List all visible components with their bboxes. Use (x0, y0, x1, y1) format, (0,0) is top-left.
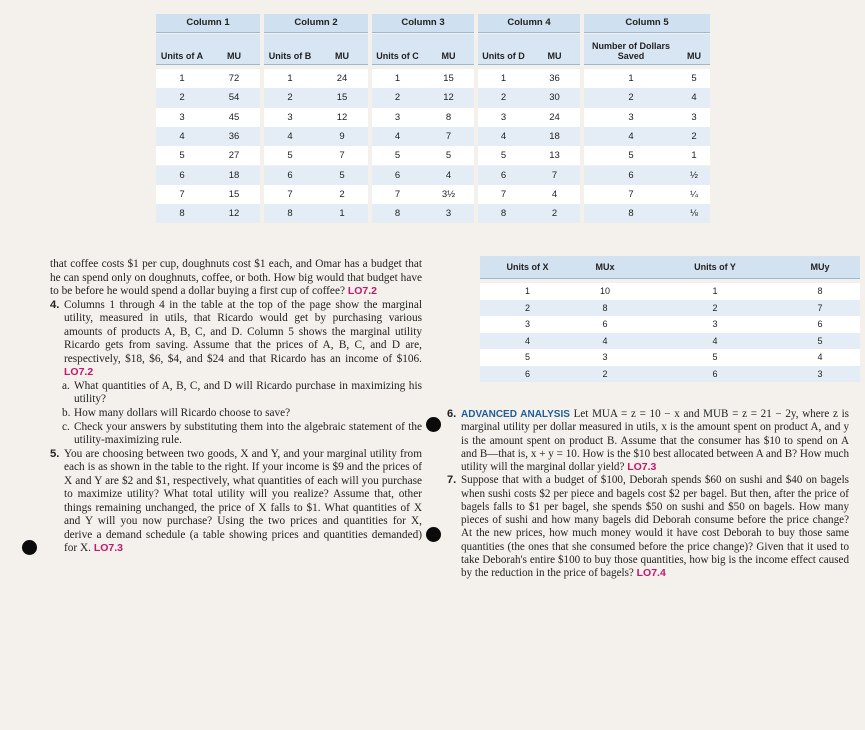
xy-table-row (480, 333, 860, 350)
xy-table-cell: 1 (712, 286, 718, 296)
subheader-label: Units of C (376, 51, 419, 61)
table-row (478, 204, 580, 223)
learning-objective: LO7.4 (636, 567, 666, 579)
question-5: 5. You are choosing between two goods, X and Y, and your marginal utility from each is as shown in the table to the right. If your income is $9 and the prices of X and Y are $2 and $1, respectively, what quantities of each will you purchase to maximize utility? What total utility will you realize? Assume that, other things remaining unchanged, the price of X falls to $1. What quantities of X and Y will you now purchase? Using the two prices and quantities for X, derive a demand schedule (a table showing prices and quantities demanded) for X. LO7.3 (50, 447, 422, 555)
xy-table-cell: 5 (524, 352, 530, 362)
table-row (264, 166, 368, 185)
column-title: Column 2 (264, 14, 368, 33)
table-row (156, 204, 260, 223)
left-column-text (50, 258, 422, 556)
table-row (372, 185, 474, 204)
table-cell: 7 (394, 188, 401, 200)
table-cell: 7 (179, 188, 185, 200)
table-cell: 4 (179, 130, 185, 142)
xy-table-row (480, 366, 860, 383)
xy-table-row (480, 316, 860, 333)
table-cell: 6 (179, 169, 185, 181)
table-cell: 3 (445, 208, 452, 220)
question-4c: c. Check your answers by substituting them into the algebraic statement of the utility-maximizing rule. (62, 420, 422, 447)
table-cell: 72 (228, 73, 240, 84)
table-row (584, 185, 710, 204)
table-cell: 5 (628, 150, 634, 162)
table-cell: 12 (443, 92, 454, 104)
learning-objective: LO7.3 (627, 461, 657, 473)
table-column-group-2 (264, 14, 368, 232)
table-row (372, 108, 474, 127)
table-cell: 2 (339, 188, 345, 200)
xy-table-cell: 3 (817, 368, 823, 379)
learning-objective: LO7.2 (64, 366, 94, 379)
table-cell: 54 (228, 92, 240, 104)
xy-utility-table (480, 256, 860, 396)
table-cell: 3 (500, 111, 507, 123)
xy-header-cell: MUx (595, 262, 615, 272)
table-cell: 2 (179, 92, 185, 104)
table-cell: 5 (287, 150, 293, 162)
table-row (584, 146, 710, 165)
table-cell: 3 (287, 111, 293, 123)
table-row (372, 146, 474, 165)
table-cell: 2 (551, 208, 558, 220)
table-row (584, 204, 710, 223)
table-row (372, 127, 474, 146)
table-row (156, 166, 260, 185)
xy-table-cell: 5 (817, 335, 823, 346)
table-cell: 7 (500, 188, 507, 200)
table-column-group-4 (478, 14, 580, 232)
table-cell: 3 (628, 111, 634, 123)
table-column-group-3 (372, 14, 474, 232)
subheader-label: Units of D (482, 51, 525, 61)
xy-table-cell: 1 (524, 286, 530, 296)
table-cell: 30 (549, 92, 560, 104)
table-row (264, 69, 368, 88)
column-title: Column 4 (478, 14, 580, 33)
xy-table-cell: 4 (817, 352, 823, 362)
table-cell: 4 (628, 130, 634, 142)
table-cell: 6 (287, 169, 293, 181)
table-cell: 5 (179, 150, 185, 162)
bullet-dot (22, 540, 37, 555)
xy-table-cell: 6 (602, 319, 608, 329)
table-cell: 3½ (441, 188, 456, 200)
table-cell: ⅛ (690, 208, 698, 220)
subheader-label: MU (335, 51, 349, 61)
table-cell: 24 (549, 111, 560, 123)
table-cell: 4 (500, 130, 507, 142)
table-row (584, 108, 710, 127)
question-6: 6. ADVANCED ANALYSIS Let MUA = z = 10 − x and MUB = z = 21 − 2y, where z is marginal utility per dollar measured in utils, x is the amount spent on product A, and y is the amount spent on product B. Assume that the consumer has $10 to spend on A and B—that is, x + y = 10. How is the $10 best allocated between A and B? How much utility will the marginal dollar yield? LO7.3 (447, 408, 849, 473)
table-cell: 15 (228, 188, 240, 200)
xy-table-cell: 4 (524, 335, 530, 346)
table-cell: 9 (339, 130, 345, 142)
table-row (478, 108, 580, 127)
table-cell: 1 (691, 150, 697, 162)
subheader-label: Number of Dollars Saved (591, 41, 670, 61)
table-row (478, 185, 580, 204)
xy-table-cell: 10 (599, 286, 610, 296)
table-cell: 8 (394, 208, 401, 220)
table-cell: 12 (228, 208, 240, 220)
table-cell: 4 (445, 169, 452, 181)
table-cell: 8 (179, 208, 185, 220)
table-row (372, 88, 474, 107)
column-title: Column 1 (156, 14, 260, 33)
table-cell: 4 (394, 130, 401, 142)
table-cell: 8 (500, 208, 507, 220)
table-cell: 4 (287, 130, 293, 142)
table-row (264, 108, 368, 127)
column-title: Column 3 (372, 14, 474, 33)
subheader-label: Units of B (268, 51, 312, 61)
table-cell: 7 (445, 130, 452, 142)
table-cell: 2 (628, 92, 634, 104)
table-cell: 7 (551, 169, 558, 181)
table-cell: 8 (445, 111, 452, 123)
subheader-label: MU (441, 51, 456, 61)
table-cell: 24 (336, 73, 348, 84)
table-cell: 1 (179, 73, 185, 84)
table-cell: 3 (179, 111, 185, 123)
bullet-dot (426, 417, 441, 432)
table-row (156, 88, 260, 107)
table-cell: 1 (500, 73, 507, 84)
table-row (264, 204, 368, 223)
table-cell: 4 (691, 92, 697, 104)
table-cell: 36 (228, 130, 240, 142)
table-column-group-1 (156, 14, 260, 232)
question-7: 7. Suppose that with a budget of $100, Deborah spends $60 on sushi and $40 on bagels when sushi costs $2 per piece and bagels cost $2 per bagel. But then, after the price of bagels falls to $1 per bagel, she spends $50 on sushi and $50 on bagels. How many pieces of sushi and how many bagels did Deborah consume before the price change? At the new prices, how much money would it have cost Deborah to buy those same quantities (the ones that she consumed before the price change)? Given that it used to take Deborah's entire $100 to buy those quantities, how big is the income effect caused by the reduction in the price of bagels? LO7.4 (447, 474, 849, 579)
table-cell: 2 (500, 92, 507, 104)
table-cell: 5 (445, 150, 452, 162)
column-subheader (156, 34, 260, 65)
table-row (264, 88, 368, 107)
table-cell: 13 (549, 150, 560, 162)
table-cell: 36 (549, 73, 560, 84)
column-subheader (264, 34, 368, 65)
table-cell: 8 (287, 208, 293, 220)
xy-table-cell: 2 (602, 368, 608, 379)
table-row (584, 166, 710, 185)
xy-table-cell: 6 (712, 368, 718, 379)
table-cell: 18 (228, 169, 240, 181)
table-cell: 8 (628, 208, 634, 220)
table-cell: 7 (628, 188, 634, 200)
table-row (478, 166, 580, 185)
subheader-label: Units of A (160, 51, 204, 61)
column-title: Column 5 (584, 14, 710, 33)
table-cell: ½ (690, 169, 698, 181)
table-row (584, 127, 710, 146)
table-cell: 15 (443, 73, 454, 84)
table-row (156, 127, 260, 146)
column-subheader (372, 34, 474, 65)
intro-paragraph: that coffee costs $1 per cup, doughnuts cost $1 each, and Omar has a budget that he can spend only on doughnuts, coffee, or both. How big would that budget have to be before he would spend a dollar buying a first cup of coffee? LO7.2 (50, 258, 422, 298)
bullet-dot (426, 527, 441, 542)
xy-table-cell: 3 (602, 352, 608, 362)
subheader-label: MU (547, 51, 562, 61)
right-column-text (447, 408, 849, 580)
advanced-analysis-label: ADVANCED ANALYSIS (461, 409, 570, 420)
xy-table-cell: 7 (817, 302, 823, 313)
table-cell: 6 (394, 169, 401, 181)
question-4b: b. How many dollars will Ricardo choose to save? (62, 407, 291, 420)
table-cell: 1 (287, 73, 293, 84)
xy-table-cell: 3 (524, 319, 530, 329)
xy-table-header (480, 256, 860, 279)
table-row (478, 88, 580, 107)
table-row (478, 146, 580, 165)
xy-table-row (480, 283, 860, 300)
table-cell: 2 (394, 92, 401, 104)
table-row (584, 69, 710, 88)
table-cell: 7 (339, 150, 345, 162)
table-cell: 15 (336, 92, 348, 104)
table-cell: 18 (549, 130, 560, 142)
xy-table-cell: 8 (817, 286, 823, 296)
xy-table-row (480, 349, 860, 366)
xy-table-cell: 2 (524, 302, 530, 313)
table-row (156, 69, 260, 88)
table-cell: 5 (691, 73, 697, 84)
xy-header-cell: Units of X (506, 262, 549, 272)
table-cell: 1 (339, 208, 345, 220)
table-row (478, 69, 580, 88)
table-cell: 6 (500, 169, 507, 181)
table-row (372, 166, 474, 185)
xy-header-cell: MUy (810, 262, 830, 272)
table-cell: 12 (336, 111, 348, 123)
subheader-label: MU (687, 51, 701, 61)
table-cell: 3 (394, 111, 401, 123)
table-cell: 5 (500, 150, 507, 162)
table-row (156, 146, 260, 165)
table-row (264, 146, 368, 165)
table-cell: ¼ (690, 188, 698, 200)
utility-table (156, 14, 710, 232)
table-row (584, 88, 710, 107)
subheader-label: MU (227, 51, 241, 61)
table-cell: 3 (691, 111, 697, 123)
table-cell: 5 (339, 169, 345, 181)
table-cell: 5 (394, 150, 401, 162)
table-row (372, 204, 474, 223)
table-row (264, 185, 368, 204)
xy-table-cell: 6 (524, 368, 530, 379)
learning-objective: LO7.3 (93, 542, 123, 555)
table-cell: 1 (394, 73, 401, 84)
question-4a: a. What quantities of A, B, C, and D will Ricardo purchase in maximizing his utility? (62, 379, 422, 406)
xy-table-cell: 2 (712, 302, 718, 313)
table-row (156, 185, 260, 204)
table-row (372, 69, 474, 88)
xy-table-cell: 8 (602, 302, 608, 313)
table-cell: 2 (691, 130, 697, 142)
xy-header-cell: Units of Y (694, 262, 736, 272)
xy-table-cell: 4 (602, 335, 608, 346)
table-cell: 1 (628, 73, 634, 84)
question-4: 4. Columns 1 through 4 in the table at the top of the page show the marginal utility, measured in utils, that Ricardo would get by purchasing various amounts of products A, B, C, and D. Column 5 shows the marginal utility Ricardo gets from saving. Assume that the prices of A, B, C, and D are, respectively, $18, $6, $4, and $24 and that Ricardo has an income of $106. LO7.2 (50, 298, 422, 379)
table-column-group-5 (584, 14, 710, 232)
table-cell: 2 (287, 92, 293, 104)
table-cell: 7 (287, 188, 293, 200)
table-cell: 6 (628, 169, 634, 181)
column-subheader (478, 34, 580, 65)
xy-table-cell: 5 (712, 352, 718, 362)
xy-table-cell: 6 (817, 319, 823, 329)
table-cell: 45 (228, 111, 240, 123)
xy-table-cell: 3 (712, 319, 718, 329)
xy-table-cell: 4 (712, 335, 718, 346)
table-row (264, 127, 368, 146)
learning-objective: LO7.2 (347, 285, 377, 298)
column-subheader (584, 34, 710, 65)
table-row (478, 127, 580, 146)
table-cell: 4 (551, 188, 558, 200)
xy-table-row (480, 300, 860, 317)
table-row (156, 108, 260, 127)
table-cell: 27 (228, 150, 240, 162)
